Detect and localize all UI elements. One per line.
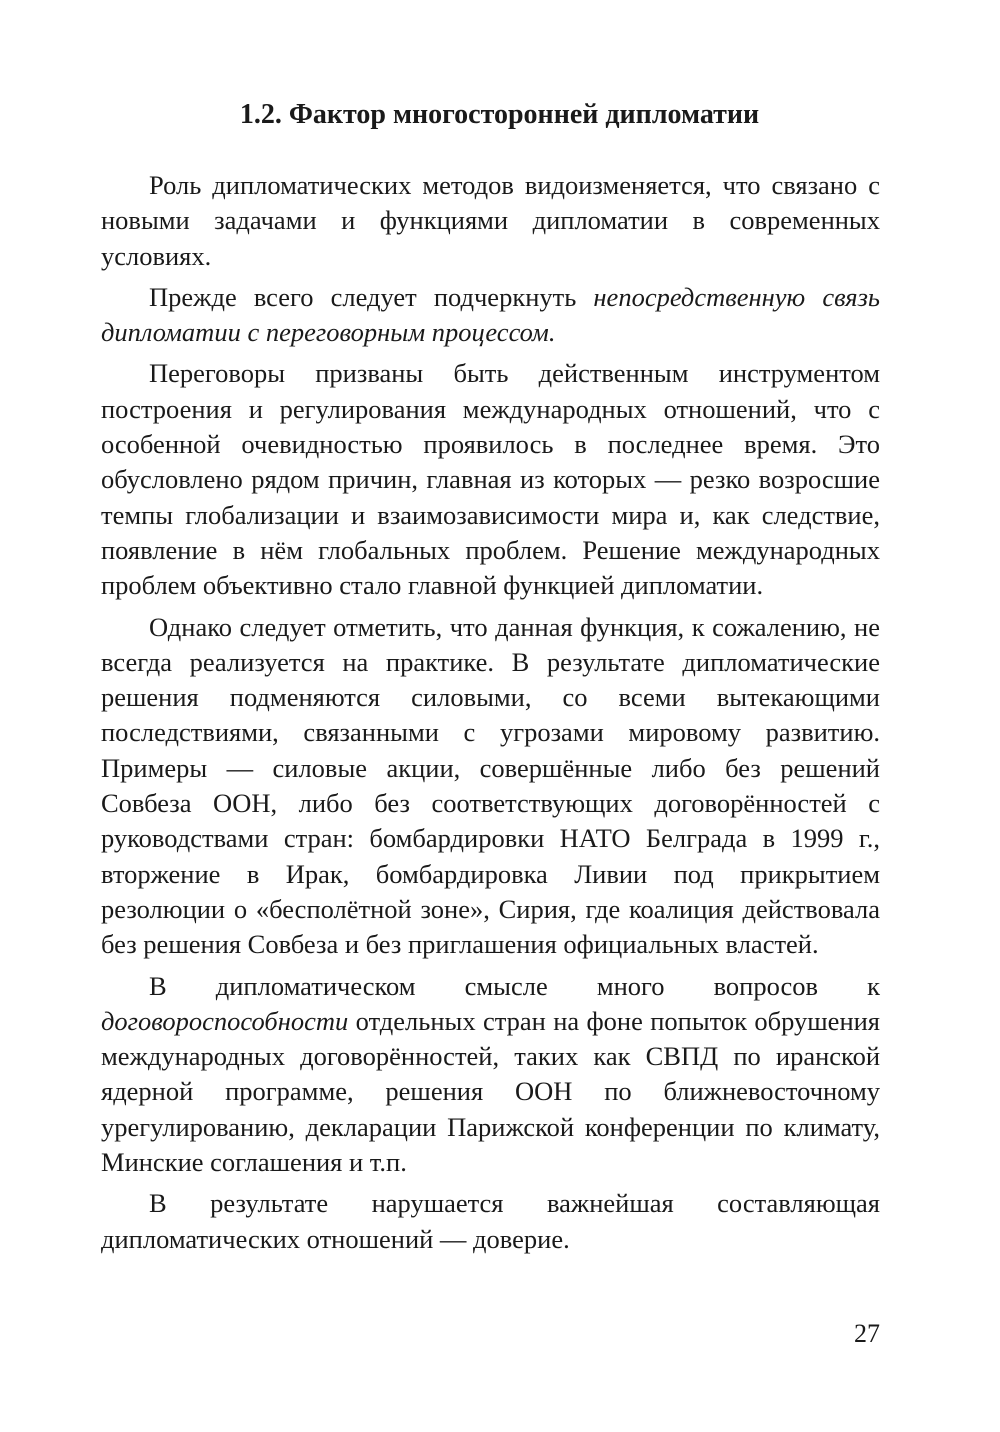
paragraph-6: В результате нарушается важнейшая составляющая дипломатических отношений — доверие. xyxy=(101,1188,880,1254)
page-number: 27 xyxy=(854,1319,880,1348)
paragraph-5-emphasis: договороспособности xyxy=(101,1005,349,1036)
paragraph-5-text-end: отдельных стран на фоне попыток обрушения международных договорённостей, таких как СВПД по иранской ядерной программе, решения ООН по ближневосточному урегулированию, декларации Парижской конференции по климату, Минские соглашения и т.п. xyxy=(101,1005,880,1178)
paragraph-5-text: В дипломатическом смысле много вопросов к xyxy=(149,970,880,1001)
paragraph-3: Переговоры призваны быть действенным инструментом построения и регулирования международных отношений, что с особенной очевидностью проявилось в последнее время. Это обусловлено рядом причин, главная из которых — резко возросшие темпы глобализации и взаимозависимости мира и, как следствие, появление в нём глобальных проблем. Решение международных проблем объективно стало главной функцией дипломатии. xyxy=(101,358,880,601)
paragraph-2-emphasis: непосредственную связь дипломатии с переговорным процессом. xyxy=(101,281,880,348)
paragraph-2 xyxy=(101,280,880,351)
section-heading: 1.2. Фактор многосторонней дипломатии xyxy=(239,99,760,130)
page-content xyxy=(101,95,880,1257)
paragraph-2-text: Прежде всего следует подчеркнуть xyxy=(149,281,594,312)
body-text xyxy=(101,168,880,1257)
paragraph-4: Однако следует отметить, что данная функция, к сожалению, не всегда реализуется на практике. В результате дипломатические решения подменяются силовыми, со всеми вытекающими последствиями, связанными с угрозами мировому развитию. Примеры — силовые акции, совершённые либо без решений Совбеза ООН, либо без соответствующих договорённостей с руководствами стран: бомбардировки НАТО Белграда в 1999 г., вторжение в Ирак, бомбардировка Ливии под прикрытием резолюции о «бесполётной зоне», Сирия, где коалиция действовала без решения Совбеза и без приглашения официальных властей. xyxy=(101,611,880,960)
paragraph-1: Роль дипломатических методов видоизменяется, что связано с новыми задачами и функциями дипломатии в современных условиях. xyxy=(101,170,880,271)
paragraph-5 xyxy=(101,969,880,1181)
